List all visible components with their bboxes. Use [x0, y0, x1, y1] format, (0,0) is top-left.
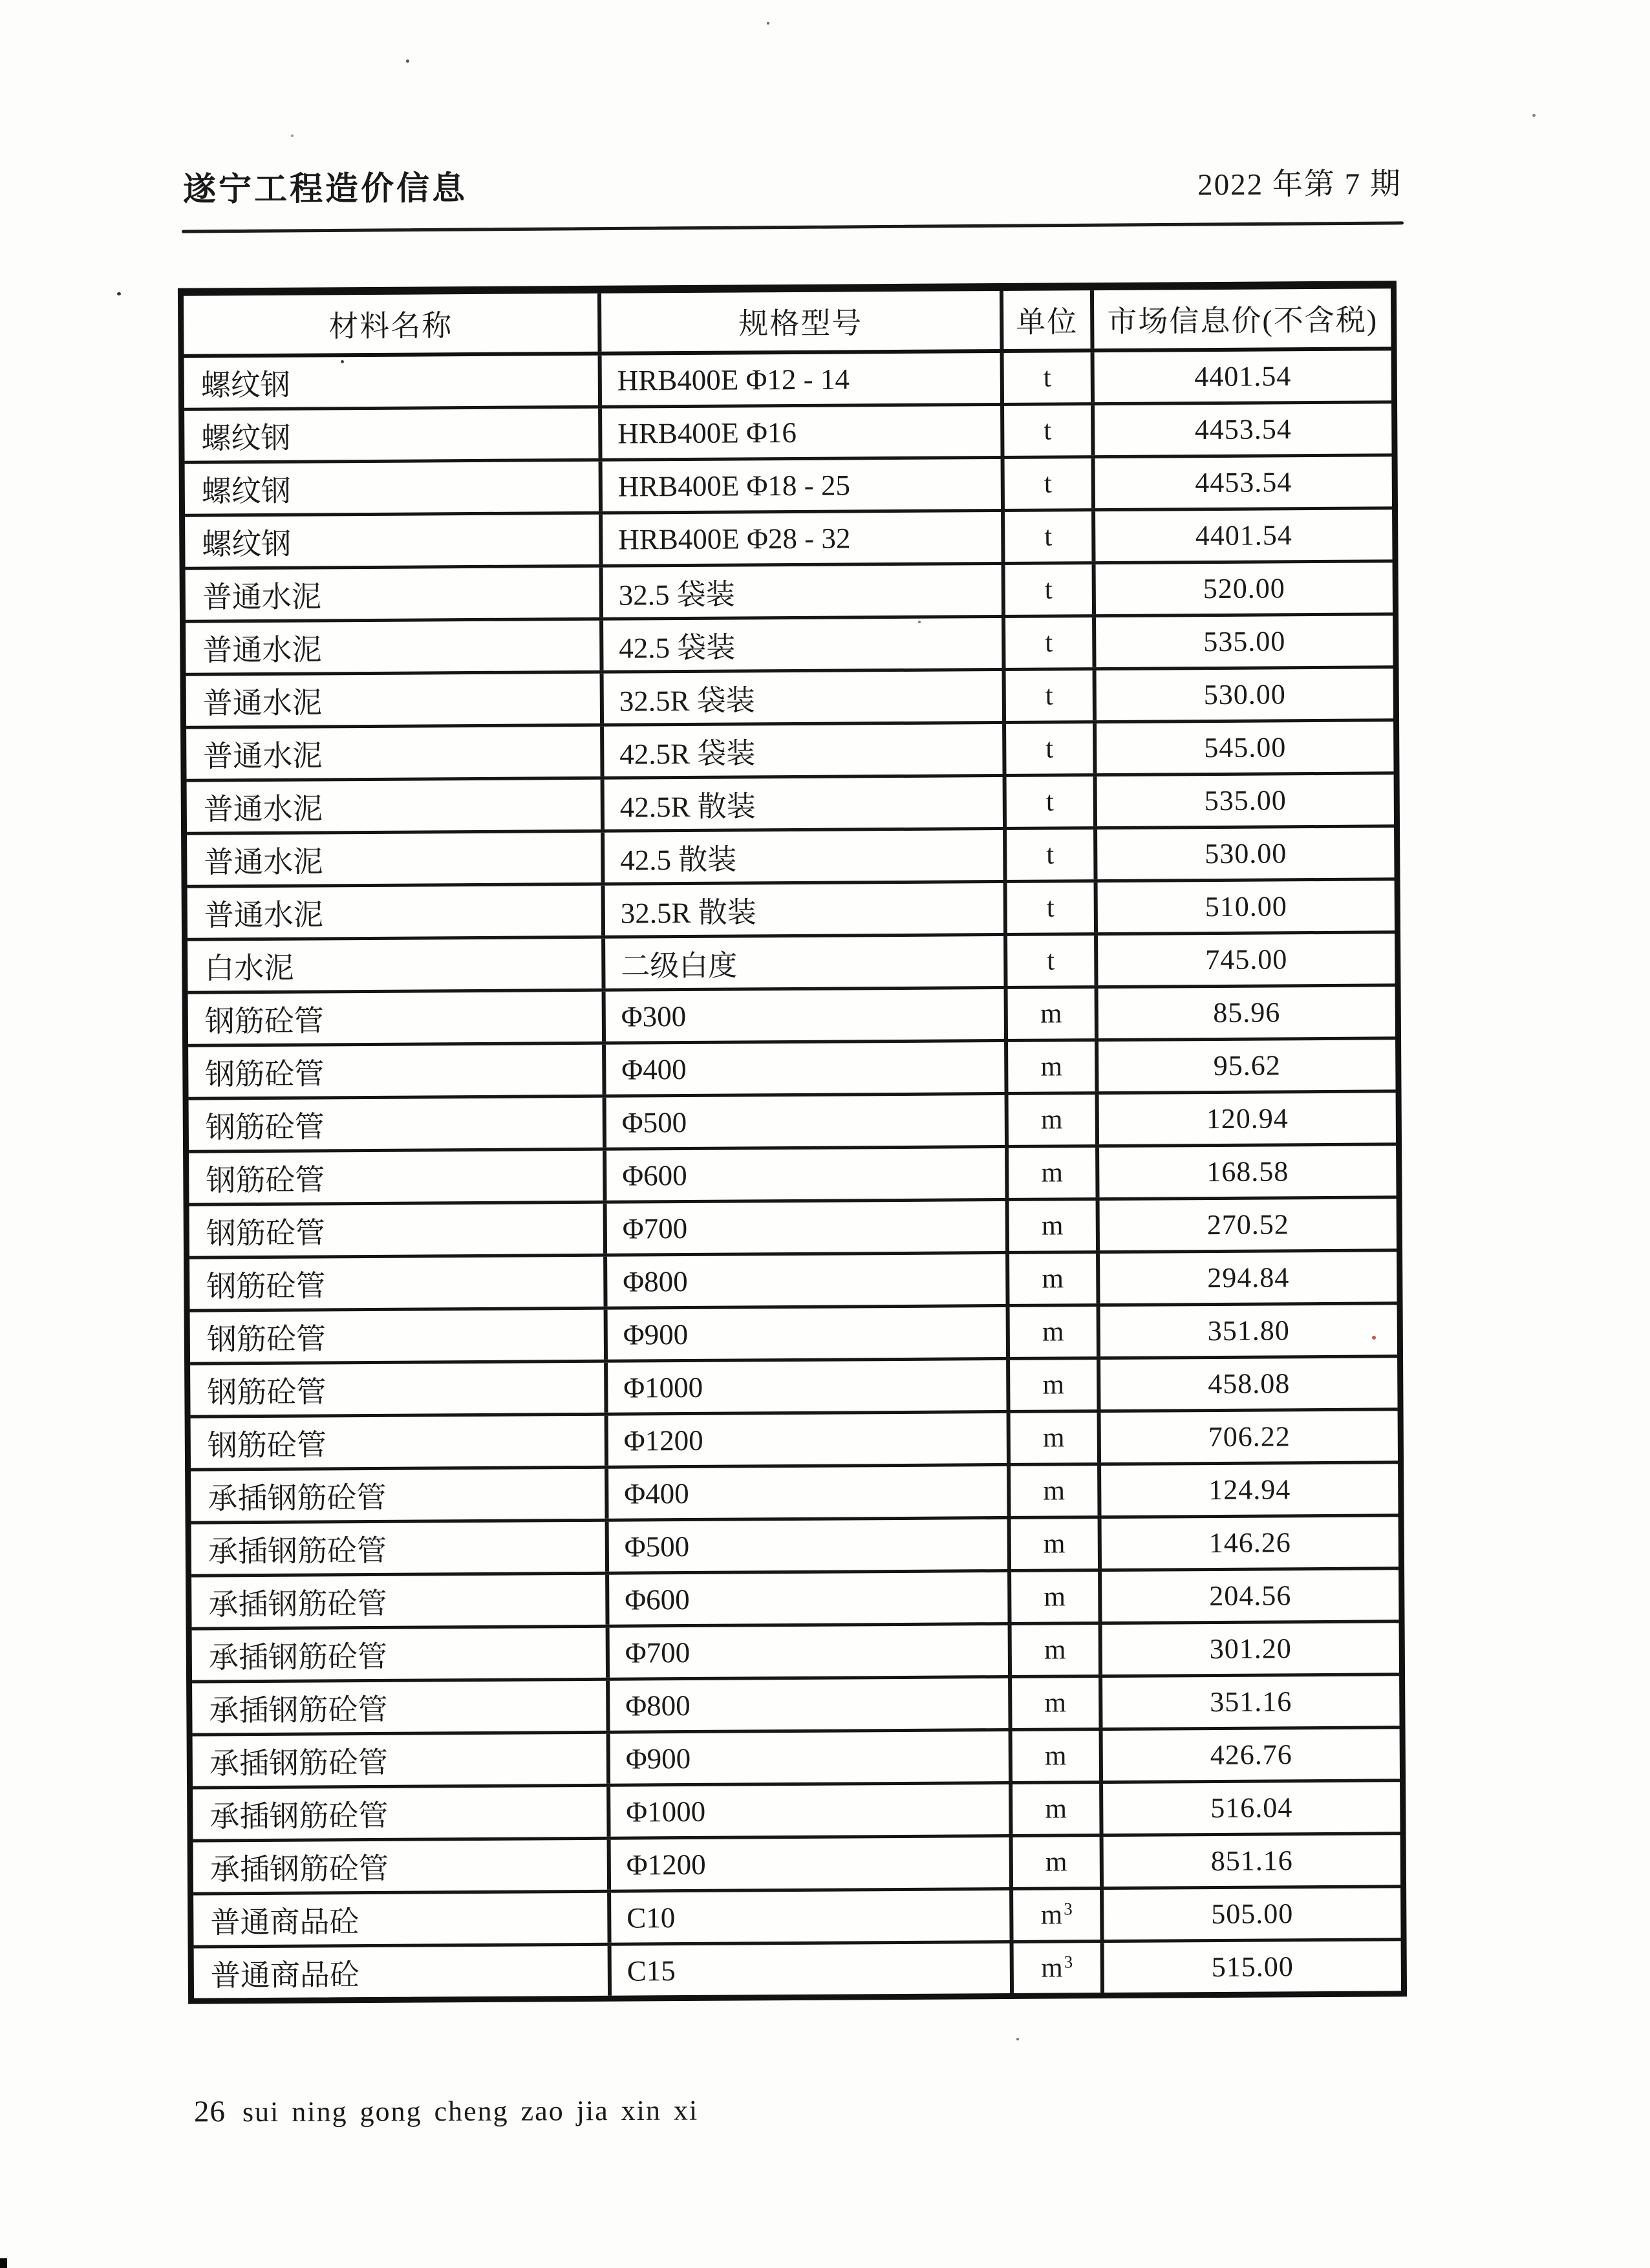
cell-material-name: 钢筋砼管 — [191, 1416, 608, 1468]
cell-market-price: 458.08 — [1208, 1367, 1291, 1400]
cell-spec-model: 42.5 散装 — [605, 830, 1007, 883]
table-row — [188, 934, 1395, 994]
cell-unit: t — [1007, 776, 1097, 827]
cell-market-price: 745.00 — [1205, 943, 1288, 976]
table-row — [186, 722, 1393, 782]
cell-market-price: 530.00 — [1205, 837, 1287, 870]
table-row — [190, 1358, 1397, 1418]
cell-spec-model: 42.5 袋装 — [603, 618, 1005, 670]
scan-speck — [767, 22, 769, 25]
cell-spec-model: Φ700 — [607, 1201, 1009, 1254]
scan-speck — [291, 134, 294, 137]
cell-market-price: 4453.54 — [1194, 413, 1292, 446]
page-number: 26 — [193, 2095, 226, 2129]
cell-market-price: 4401.54 — [1194, 360, 1292, 393]
cell-spec-model: 二级白度 — [605, 936, 1007, 989]
cell-material-name: 普通水泥 — [186, 727, 604, 779]
cell-market-price: 168.58 — [1206, 1155, 1289, 1188]
cell-spec-model: 42.5R 散装 — [605, 777, 1007, 829]
cell-unit: m — [1009, 1254, 1100, 1304]
scan-speck — [1016, 2038, 1019, 2040]
scan-speck — [1532, 114, 1536, 117]
cell-spec-model: Φ600 — [609, 1572, 1011, 1625]
cell-material-name: 普通水泥 — [186, 621, 603, 673]
table-row — [184, 350, 1391, 411]
cell-spec-model: Φ500 — [609, 1519, 1011, 1572]
cell-unit: t — [1007, 883, 1098, 933]
cell-unit: m — [1010, 1360, 1100, 1410]
table-row — [189, 1199, 1397, 1259]
scan-corner-mark — [0, 2258, 7, 2268]
cell-spec-model: HRB400E Φ28 - 32 — [603, 512, 1005, 564]
cell-unit: t — [1006, 723, 1097, 774]
cell-material-name: 承插钢筋砼管 — [191, 1469, 608, 1521]
cell-spec-model: Φ800 — [610, 1678, 1012, 1731]
scan-speck — [1372, 1336, 1376, 1340]
cell-unit: m — [1010, 1307, 1100, 1357]
scan-speck — [406, 59, 409, 63]
cell-material-name: 普通水泥 — [187, 833, 605, 885]
cell-spec-model: Φ1000 — [610, 1784, 1012, 1837]
table-row — [192, 1623, 1399, 1683]
cell-material-name: 承插钢筋砼管 — [192, 1681, 610, 1733]
cell-market-price: 4401.54 — [1195, 519, 1292, 552]
table-header-row — [184, 288, 1391, 358]
cell-material-name: 钢筋砼管 — [189, 1204, 607, 1256]
table-row — [194, 1941, 1401, 1998]
cell-market-price: 851.16 — [1210, 1845, 1293, 1878]
cell-spec-model: C15 — [612, 1943, 1014, 1996]
cell-material-name: 承插钢筋砼管 — [191, 1522, 609, 1574]
cell-spec-model: HRB400E Φ12 - 14 — [602, 353, 1004, 405]
cell-material-name: 普通水泥 — [188, 886, 605, 938]
cell-market-price: 124.94 — [1208, 1473, 1291, 1506]
cell-unit: m — [1012, 1731, 1103, 1781]
cell-material-name: 螺纹钢 — [184, 356, 602, 408]
cell-material-name: 承插钢筋砼管 — [193, 1787, 610, 1839]
cell-market-price: 530.00 — [1203, 678, 1286, 711]
cell-market-price: 535.00 — [1204, 784, 1287, 817]
cell-unit: t — [1005, 458, 1095, 509]
cell-spec-model: Φ400 — [608, 1466, 1011, 1519]
table-row — [189, 1093, 1396, 1153]
cell-unit: m — [1012, 1625, 1102, 1675]
header-rule — [182, 221, 1404, 233]
cell-spec-model: 42.5R 袋装 — [604, 724, 1006, 776]
cell-market-price: 515.00 — [1211, 1951, 1294, 1984]
table-row — [186, 562, 1393, 623]
cell-unit: m — [1011, 1519, 1102, 1569]
cell-market-price: 505.00 — [1211, 1898, 1294, 1931]
table-row — [190, 1305, 1397, 1365]
cell-spec-model: Φ900 — [610, 1731, 1012, 1784]
table-row — [192, 1676, 1399, 1736]
cell-spec-model: Φ600 — [606, 1148, 1009, 1201]
cell-spec-model: Φ300 — [606, 989, 1008, 1042]
cell-spec-model: HRB400E Φ16 — [602, 406, 1004, 458]
cell-material-name: 螺纹钢 — [185, 515, 603, 567]
cell-unit: t — [1007, 829, 1097, 880]
cell-unit: t — [1005, 564, 1096, 615]
cell-unit: t — [1004, 352, 1095, 403]
table-row — [189, 1146, 1396, 1206]
cell-unit: m — [1009, 1148, 1099, 1198]
cell-market-price: 85.96 — [1213, 996, 1281, 1029]
cell-market-price: 120.94 — [1206, 1102, 1289, 1135]
table-row — [187, 775, 1394, 835]
cell-spec-model: 32.5R 散装 — [605, 883, 1007, 936]
cell-market-price: 146.26 — [1208, 1526, 1291, 1559]
cell-market-price: 301.20 — [1209, 1632, 1292, 1665]
scan-speck — [918, 621, 921, 623]
cell-spec-model: Φ700 — [610, 1625, 1012, 1678]
cell-spec-model: HRB400E Φ18 - 25 — [603, 459, 1005, 511]
table-row — [186, 615, 1393, 676]
table-row — [188, 1040, 1395, 1100]
cell-material-name: 钢筋砼管 — [190, 1363, 608, 1415]
material-price-table — [178, 281, 1407, 2004]
cell-material-name: 普通商品砼 — [193, 1893, 611, 1945]
cell-market-price: 351.80 — [1207, 1314, 1290, 1347]
table-row — [193, 1729, 1400, 1789]
cell-market-price: 294.84 — [1207, 1261, 1290, 1294]
column-header-unit: 单位 — [1003, 290, 1095, 349]
cell-material-name: 钢筋砼管 — [188, 992, 606, 1044]
cell-material-name: 钢筋砼管 — [188, 1045, 606, 1097]
cell-market-price: 270.52 — [1206, 1208, 1289, 1241]
cell-unit: m — [1011, 1413, 1101, 1463]
cell-unit: m — [1011, 1466, 1101, 1516]
cell-market-price: 95.62 — [1213, 1049, 1281, 1082]
cell-market-price: 516.04 — [1210, 1792, 1293, 1824]
page-footer — [194, 2093, 698, 2130]
cell-spec-model: Φ500 — [606, 1095, 1009, 1148]
table-row — [191, 1464, 1398, 1524]
cell-material-name: 螺纹钢 — [185, 462, 603, 514]
cell-unit: m — [1013, 1837, 1104, 1887]
cell-material-name: 钢筋砼管 — [189, 1098, 606, 1150]
table-row — [185, 456, 1392, 517]
cell-market-price: 4453.54 — [1195, 466, 1292, 499]
cell-material-name: 螺纹钢 — [184, 409, 602, 461]
cell-market-price: 520.00 — [1203, 572, 1285, 605]
cell-spec-model: Φ1200 — [608, 1413, 1011, 1466]
cell-material-name: 钢筋砼管 — [189, 1151, 606, 1203]
cell-spec-model: 32.5 袋装 — [603, 565, 1005, 617]
table-row — [193, 1782, 1400, 1842]
column-header-spec-model: 规格型号 — [601, 291, 1004, 352]
cell-unit: m — [1012, 1678, 1102, 1728]
cell-material-name: 普通水泥 — [186, 568, 603, 620]
cell-market-price: 204.56 — [1209, 1579, 1292, 1612]
scan-speck — [117, 292, 121, 295]
cell-spec-model: Φ1200 — [611, 1837, 1013, 1890]
price-table-body — [184, 350, 1401, 1998]
cell-material-name: 普通水泥 — [187, 780, 605, 832]
table-row — [185, 509, 1392, 570]
cell-market-price: 426.76 — [1210, 1738, 1292, 1771]
cell-material-name: 普通水泥 — [186, 674, 604, 726]
cell-market-price: 706.22 — [1208, 1420, 1291, 1453]
cell-material-name: 承插钢筋砼管 — [193, 1840, 611, 1892]
table-row — [184, 403, 1391, 464]
cell-material-name: 钢筋砼管 — [189, 1257, 607, 1309]
cell-material-name: 承插钢筋砼管 — [193, 1734, 610, 1786]
cell-market-price: 545.00 — [1204, 731, 1287, 764]
cell-unit: t — [1004, 405, 1095, 456]
column-header-material-name: 材料名称 — [184, 294, 602, 354]
cell-material-name: 承插钢筋砼管 — [192, 1628, 610, 1680]
cell-unit: m — [1012, 1784, 1103, 1834]
cell-material-name: 白水泥 — [188, 939, 605, 991]
cell-market-price: 535.00 — [1203, 625, 1286, 658]
table-row — [193, 1888, 1400, 1948]
running-head — [183, 167, 1402, 208]
cell-unit: m — [1008, 989, 1098, 1039]
cell-unit: m — [1011, 1572, 1102, 1622]
cell-spec-model: 32.5R 袋装 — [604, 671, 1006, 723]
scan-speck — [341, 360, 344, 363]
cell-spec-model: Φ1000 — [608, 1360, 1010, 1413]
cell-unit: t — [1005, 511, 1095, 562]
cell-unit: m — [1009, 1201, 1100, 1251]
table-row — [191, 1411, 1398, 1471]
cell-unit: t — [1005, 617, 1096, 668]
cell-unit: m 3 — [1014, 1943, 1104, 1993]
table-row — [186, 669, 1393, 729]
cell-spec-model: Φ800 — [607, 1254, 1009, 1307]
cell-spec-model: Φ900 — [608, 1307, 1010, 1360]
cell-material-name: 承插钢筋砼管 — [191, 1575, 609, 1627]
cell-unit: t — [1006, 670, 1097, 721]
column-header-market-price: 市场信息价(不含税) — [1107, 303, 1378, 339]
cell-spec-model: Φ400 — [606, 1042, 1008, 1095]
journal-title: 遂宁工程造价信息 — [182, 171, 468, 209]
table-row — [193, 1835, 1400, 1895]
table-row — [188, 881, 1395, 941]
cell-unit: m — [1008, 1042, 1098, 1092]
cell-material-name: 钢筋砼管 — [190, 1310, 608, 1362]
table-row — [188, 987, 1395, 1047]
cell-market-price: 510.00 — [1205, 890, 1287, 923]
table-row — [187, 828, 1394, 888]
table-row — [189, 1252, 1397, 1312]
footer-pinyin: sui ning gong cheng zao jia xin xi — [242, 2094, 699, 2128]
journal-issue-label: 2022 年第 7 期 — [1197, 167, 1402, 202]
cell-market-price: 351.16 — [1210, 1685, 1292, 1718]
cell-material-name: 普通商品砼 — [194, 1946, 612, 1998]
cell-unit: m — [1009, 1095, 1099, 1145]
table-row — [191, 1517, 1398, 1577]
cell-unit: t — [1007, 936, 1098, 986]
cell-spec-model: C10 — [611, 1890, 1013, 1943]
cell-unit: m 3 — [1013, 1890, 1104, 1940]
table-row — [191, 1570, 1398, 1630]
